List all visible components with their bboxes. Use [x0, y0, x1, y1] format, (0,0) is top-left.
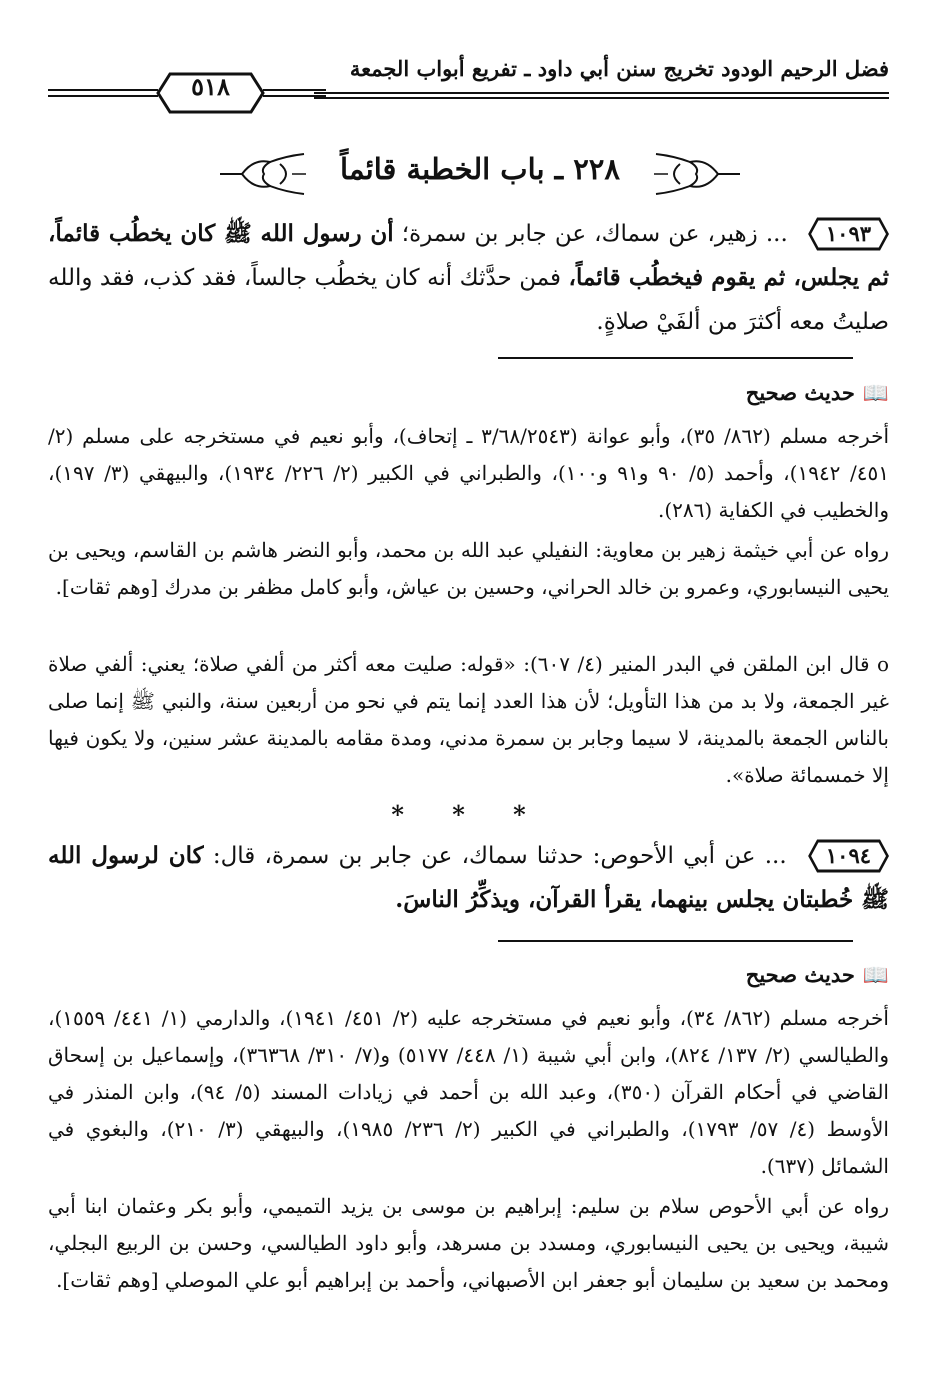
separator-rule: [498, 940, 853, 942]
hadith-number-badge: [808, 839, 889, 873]
left-ornament-icon: [220, 152, 306, 196]
separator-rule: [498, 357, 853, 359]
hadith-matn: أن رسول الله ﷺ كان يخطُب قائماً، ثم يجلس، ثم يقوم فيخطُب قائماً،: [48, 220, 890, 291]
running-header: [48, 50, 889, 114]
hadith-1094: [48, 834, 889, 922]
takhrij-1-note: o قال ابن الملقن في البدر المنير (٤/ ٦٠٧): «قوله: صليت معه أكثر من ألفي صلاة؛ يعني: ألفي صلاة غير الجمعة، ولا بد من هذا التأويل؛ لأن هذا العدد إنما يتم في نحو من أربعين سنة، والنبي ﷺ إنما صلى بالناس الجمعة بالمدينة، لا سيما وجابر بن سمرة مدني، ومدة مقامه بالمدينة عشر سنين، ولا يكون فيها إلا خمسمائة صلاة».: [48, 652, 889, 787]
header-rule-top: [314, 92, 889, 94]
takhrij-1-paragraph-1: أخرجه مسلم (٨٦٢/ ٣٥)، وأبو عوانة (٣/٦٨/٢٥٤٣ ـ إتحاف)، وأبو نعيم في مستخرجه على مسلم (٢/ ٤٥١/ ١٩٤٢)، وأحمد (٥/ ٩٠ و٩١ و١٠٠)، والطبراني في الكبير (٢/ ٢٢٦/ ١٩٣٤)، والبيهقي (٣/ ١٩٧)، والخطيب في الكفاية (٢٨٦).: [48, 424, 890, 522]
hadith-number: ١٠٩٣: [825, 221, 872, 246]
chapter-title: ٢٢٨ ـ باب الخطبة قائماً: [340, 152, 620, 186]
right-ornament-icon: [654, 152, 740, 196]
book-icon: 📖: [862, 962, 889, 987]
hadith-isnad: ... عن أبي الأحوص: حدثنا سماك، عن جابر بن سمرة، قال:: [212, 843, 787, 869]
running-title: فضل الرحيم الودود تخريج سنن أبي داود ـ تفريع أبواب الجمعة: [349, 56, 889, 81]
grade-label: حديث صحيح: [745, 962, 855, 987]
book-icon: 📖: [862, 380, 889, 405]
takhrij-2-paragraph-2: رواه عن أبي الأحوص سلام بن سليم: إبراهيم بن موسى بن يزيد التميمي، وأبو بكر وعثمان ابنا أبي شيبة، ويحيى بن يحيى النيسابوري، ومسدد بن مسرهد، وأبو داود الطيالسي، وحسن بن الربيع البجلي، ومحمد بن سعيد بن سليمان أبو جعفر ابن الأصبهاني، وأحمد بن إبراهيم أبو علي الموصلي [وهم ثقات].: [48, 1194, 889, 1292]
grade-heading: [48, 962, 889, 988]
grade-label: حديث صحيح: [745, 380, 855, 405]
hadith-isnad: ... زهير، عن سماك، عن جابر بن سمرة؛: [401, 221, 788, 247]
hadith-1093: [48, 212, 889, 344]
chapter-heading: [220, 146, 740, 202]
hadith-tail: فمن حدَّثك أنه كان يخطُب جالساً، فقد كذب، فقد والله صليتُ معه أكثرَ من ألفَيْ صلاةٍ.: [48, 265, 889, 335]
takhrij-1-paragraph-2: رواه عن أبي خيثمة زهير بن معاوية: النفيلي عبد الله بن محمد، وأبو النضر هاشم بن القاسم، ويحيى بن يحيى النيسابوري، وعمرو بن خالد الحراني، وحسين بن عياش، وأبو كامل مظفر بن مدرك [وهم ثقات].: [48, 538, 889, 599]
hadith-number-badge: [808, 217, 889, 251]
hadith-matn: كان لرسول الله ﷺ خُطبتان يجلس بينهما، يقرأ القرآن، ويذكِّرُ الناسَ.: [48, 842, 889, 913]
takhrij-2-paragraph-1: أخرجه مسلم (٨٦٢/ ٣٤)، وأبو نعيم في مستخرجه عليه (٢/ ٤٥١/ ١٩٤١)، والدارمي (١/ ٤٤١/ ١٥٥٩)، والطيالسي (٢/ ١٣٧/ ٨٢٤)، وابن أبي شيبة (١/ ٤٤٨/ ٥١٧٧) و(٧/ ٣١٠/ ٣٦٣٦٨)، وإسماعيل بن إسحاق القاضي في أحكام القرآن (٣٥٠)، وعبد الله بن أحمد في زيادات المسند (٥/ ٩٤)، وابن المنذر في الأوسط (٤/ ٥٧/ ١٧٩٣)، والطبراني في الكبير (٢/ ٢٣٦/ ١٩٨٥)، والبيهقي (٣/ ٢١٠)، والبغوي في الشمائل (٦٣٧).: [48, 1006, 890, 1178]
page-number: ٥١٨: [191, 72, 230, 101]
grade-heading: [48, 380, 889, 406]
hadith-number: ١٠٩٤: [825, 843, 872, 868]
page-number-frame: [48, 66, 326, 116]
header-rule-bottom: [314, 97, 889, 99]
section-divider-stars: * * *: [391, 800, 546, 829]
